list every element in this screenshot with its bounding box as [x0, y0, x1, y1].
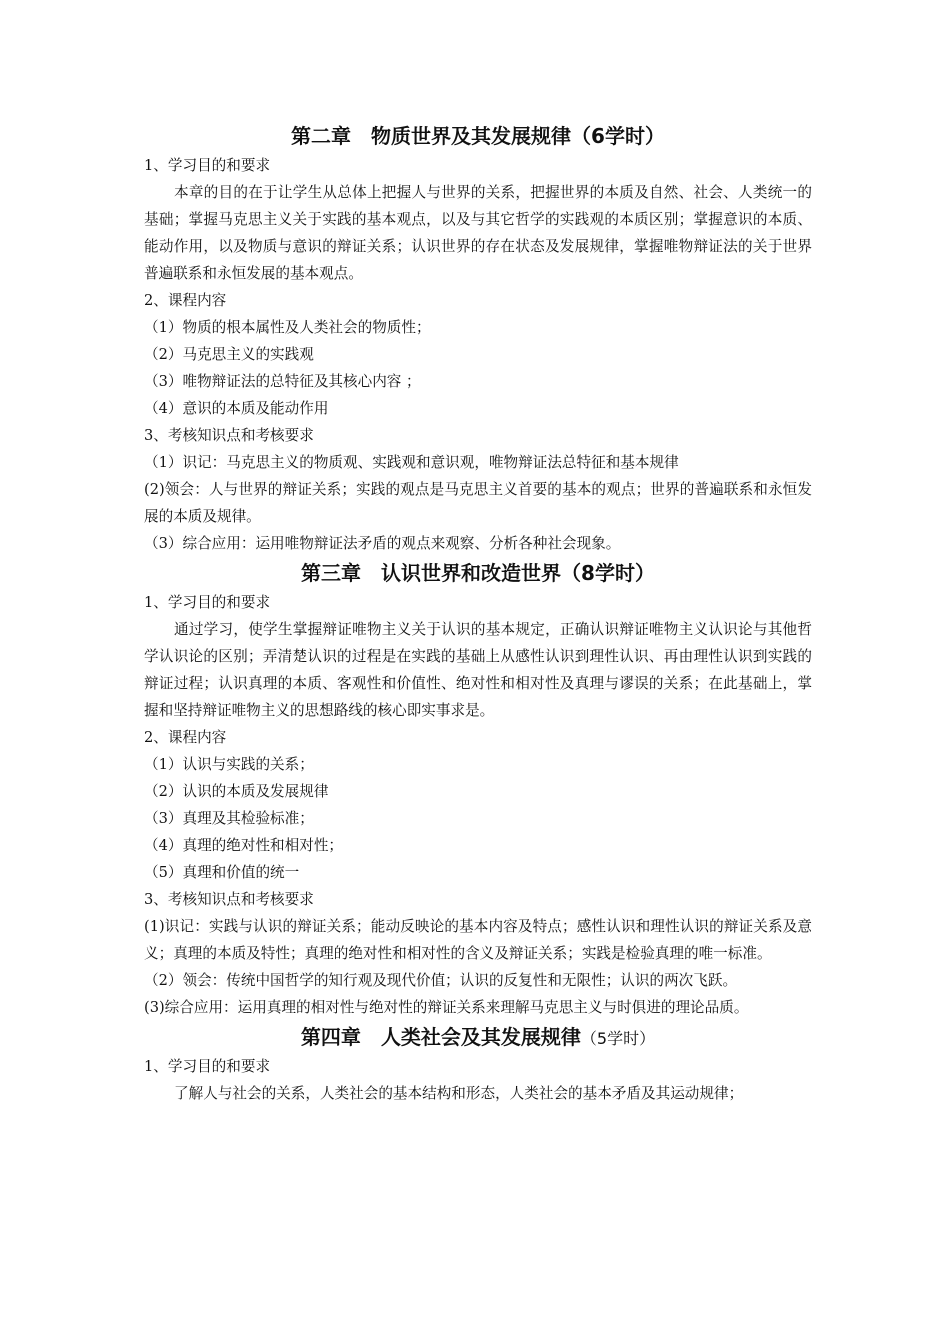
- chapter-title-text: 第三章 认识世界和改造世界: [301, 561, 562, 585]
- list-item: （2）认识的本质及发展规律: [144, 783, 329, 800]
- chapter-hours: （5学时）: [580, 1029, 656, 1048]
- paragraph: 通过学习，使学生掌握辩证唯物主义关于认识的基本规定，正确认识辩证唯物主义认识论与其他哲学认识论的区别；弄清楚认识的过程是在实践的基础上从感性认识到理性认识、再由理性认识到实践的辩证过程；认识真理的本质、客观性和价值性、绝对性和相对性及真理与谬误的关系；在此基础上，掌握和坚持辩证唯物主义的思想路线的核心即实事求是。: [144, 621, 812, 719]
- chapter-title: [144, 120, 812, 152]
- paragraph: 了解人与社会的关系，人类社会的基本结构和形态，人类社会的基本矛盾及其运动规律；: [174, 1085, 744, 1102]
- chapter-hours: （8学时）: [561, 561, 655, 585]
- paragraph: 本章的目的在于让学生从总体上把握人与世界的关系，把握世界的本质及自然、社会、人类统一的基础；掌握马克思主义关于实践的基本观点，以及与其它哲学的实践观的本质区别；掌握意识的本质、能动作用，以及物质与意识的辩证关系；认识世界的存在状态及发展规律，掌握唯物辩证法的关于世界普遍联系和永恒发展的基本观点。: [144, 184, 812, 282]
- chapter-title: [144, 1021, 812, 1053]
- section-heading: 1、学习目的和要求: [144, 594, 271, 611]
- list-item: （1）物质的根本属性及人类社会的物质性；: [144, 319, 431, 336]
- list-item: （2）领会：传统中国哲学的知行观及现代价值；认识的反复性和无限性；认识的两次飞跃。: [144, 972, 738, 989]
- list-item: （4）真理的绝对性和相对性；: [144, 837, 344, 854]
- list-item: （4）意识的本质及能动作用: [144, 400, 329, 417]
- list-item: （1）识记：马克思主义的物质观、实践观和意识观，唯物辩证法总特征和基本规律: [144, 454, 679, 471]
- chapter-title-text: 第二章 物质世界及其发展规律: [291, 124, 572, 148]
- list-item: （3）综合应用：运用唯物辩证法矛盾的观点来观察、分析各种社会现象。: [144, 535, 621, 552]
- section-heading: 1、学习目的和要求: [144, 157, 271, 174]
- section-heading: 1、学习目的和要求: [144, 1058, 271, 1075]
- chapter-title-text: 第四章 人类社会及其发展规律: [300, 1025, 581, 1049]
- list-item: (2)领会：人与世界的辩证关系；实践的观点是马克思主义首要的基本的观点；世界的普遍联系和永恒发展的本质及规律。: [144, 481, 812, 525]
- section-heading: 2、课程内容: [144, 729, 227, 746]
- list-item: （1）认识与实践的关系；: [144, 756, 314, 773]
- chapter-title: [144, 557, 812, 589]
- list-item: (1)识记：实践与认识的辩证关系；能动反映论的基本内容及特点；感性认识和理性认识的辩证关系及意义；真理的本质及特性；真理的绝对性和相对性的含义及辩证关系；实践是检验真理的唯一标准。: [144, 918, 812, 962]
- chapter-hours: （6学时）: [571, 124, 665, 148]
- section-heading: 3、考核知识点和考核要求: [144, 427, 314, 444]
- page-content: [144, 120, 812, 1107]
- list-item: （2）马克思主义的实践观: [144, 346, 314, 363]
- list-item: （3）真理及其检验标准；: [144, 810, 314, 827]
- list-item: （5）真理和价值的统一: [144, 864, 300, 881]
- section-heading: 3、考核知识点和考核要求: [144, 891, 314, 908]
- list-item: （3）唯物辩证法的总特征及其核心内容 ；: [144, 373, 421, 390]
- list-item: (3)综合应用：运用真理的相对性与绝对性的辩证关系来理解马克思主义与时俱进的理论品质。: [144, 999, 749, 1016]
- section-heading: 2、课程内容: [144, 292, 227, 309]
